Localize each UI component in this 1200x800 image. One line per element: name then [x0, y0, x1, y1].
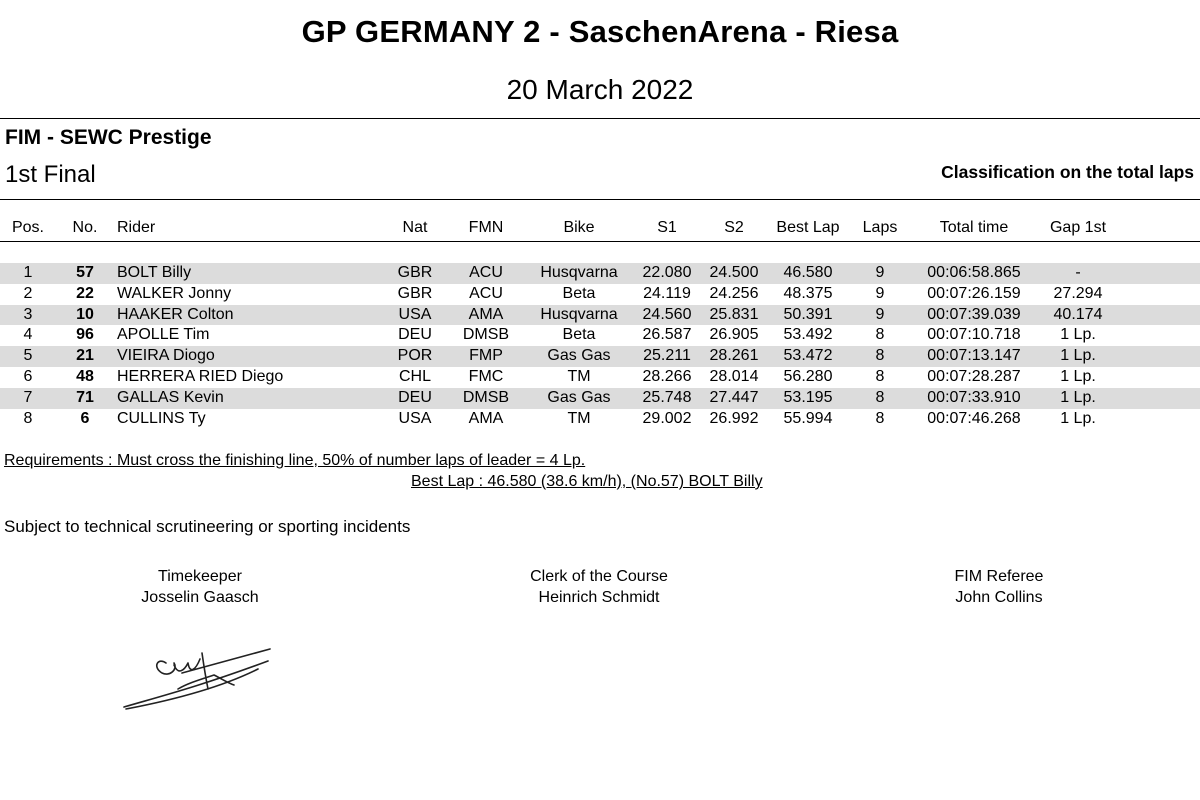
- cell-gap: 1 Lp.: [1060, 388, 1096, 406]
- cell-laps: 9: [875, 284, 885, 302]
- cell-nat: CHL: [398, 368, 431, 385]
- table-header-divider: [0, 241, 1200, 242]
- col-laps: Laps: [862, 219, 898, 236]
- cell-s1: 25.748: [642, 388, 692, 406]
- requirements-note: Requirements : Must cross the finishing line, 50% of number laps of leader = 4 Lp.: [4, 452, 586, 469]
- cell-best-lap: 50.391: [783, 305, 833, 323]
- cell-rider: HAAKER Colton: [117, 305, 234, 323]
- cell-fmn: DMSB: [462, 326, 510, 344]
- cell-laps: 9: [875, 264, 885, 281]
- cell-gap: 40.174: [1053, 305, 1103, 323]
- cell-gap: 1 Lp.: [1060, 347, 1096, 365]
- cell-total-time: 00:07:39.039: [927, 305, 1021, 323]
- cell-pos: 4: [23, 326, 33, 344]
- col-s1: S1: [657, 219, 677, 236]
- cell-no: 57: [76, 264, 94, 281]
- cell-s1: 24.119: [643, 284, 691, 302]
- official-name: Josselin Gaasch: [141, 589, 259, 606]
- col-pos: Pos.: [11, 219, 44, 236]
- col-best-lap: Best Lap: [776, 219, 840, 236]
- table-row: [0, 284, 1200, 305]
- cell-total-time: 00:07:46.268: [927, 409, 1021, 427]
- col-fmn: FMN: [468, 219, 504, 236]
- cell-s2: 26.905: [709, 326, 759, 344]
- cell-nat: DEU: [398, 326, 432, 344]
- cell-gap: 1 Lp.: [1060, 326, 1096, 344]
- header-divider: [0, 118, 1200, 119]
- cell-bike: TM: [567, 368, 591, 385]
- table-row: [0, 346, 1200, 367]
- cell-s2: 24.256: [709, 284, 759, 302]
- cell-total-time: 00:07:33.910: [927, 388, 1021, 406]
- cell-gap: 27.294: [1053, 284, 1103, 302]
- cell-rider: VIEIRA Diogo: [117, 347, 215, 365]
- table-row: [0, 367, 1200, 388]
- cell-fmn: DMSB: [462, 388, 510, 406]
- cell-laps: 9: [875, 305, 885, 323]
- cell-best-lap: 53.472: [783, 347, 833, 365]
- cell-s2: 28.014: [709, 368, 759, 385]
- cell-pos: 2: [23, 284, 33, 302]
- event-date: 20 March 2022: [506, 74, 694, 105]
- cell-bike: Husqvarna: [540, 305, 618, 323]
- cell-total-time: 00:07:13.147: [927, 347, 1021, 365]
- cell-no: 10: [76, 305, 94, 323]
- cell-s1: 24.560: [642, 305, 692, 323]
- cell-s2: 28.261: [709, 347, 759, 365]
- cell-s2: 25.831: [709, 305, 759, 323]
- col-nat: Nat: [402, 219, 428, 236]
- official-role: FIM Referee: [954, 568, 1044, 585]
- col-no: No.: [72, 219, 98, 236]
- cell-fmn: AMA: [468, 305, 504, 323]
- table-row: [0, 409, 1200, 430]
- cell-laps: 8: [875, 347, 885, 365]
- cell-best-lap: 46.580: [783, 264, 833, 281]
- cell-s2: 24.500: [709, 264, 759, 281]
- cell-rider: APOLLE Tim: [117, 326, 210, 344]
- cell-bike: Husqvarna: [540, 264, 618, 281]
- cell-bike: TM: [567, 409, 591, 427]
- cell-s1: 28.266: [642, 368, 692, 385]
- cell-laps: 8: [875, 388, 885, 406]
- cell-rider: WALKER Jonny: [117, 284, 232, 302]
- timekeeper-signature: [118, 645, 278, 715]
- official-clerk: [474, 566, 724, 608]
- cell-gap: 1 Lp.: [1060, 409, 1096, 427]
- cell-fmn: FMC: [468, 368, 504, 385]
- cell-s1: 25.211: [643, 347, 691, 365]
- col-s2: S2: [724, 219, 744, 236]
- cell-pos: 1: [23, 264, 33, 281]
- cell-best-lap: 55.994: [783, 409, 833, 427]
- cell-bike: Beta: [562, 284, 596, 302]
- cell-s2: 26.992: [709, 409, 759, 427]
- cell-nat: USA: [398, 305, 432, 323]
- cell-pos: 7: [23, 388, 33, 406]
- official-timekeeper: [100, 566, 300, 608]
- cell-laps: 8: [875, 368, 885, 385]
- col-rider: Rider: [117, 219, 156, 236]
- cell-s1: 26.587: [642, 326, 692, 344]
- cell-total-time: 00:07:26.159: [927, 284, 1021, 302]
- cell-total-time: 00:07:28.287: [927, 368, 1021, 385]
- cell-gap: -: [1075, 264, 1081, 281]
- event-title: GP GERMANY 2 - SaschenArena - Riesa: [301, 14, 899, 49]
- cell-laps: 8: [875, 326, 885, 344]
- cell-no: 48: [76, 368, 94, 385]
- cell-laps: 8: [875, 409, 885, 427]
- cell-total-time: 00:06:58.865: [927, 264, 1021, 281]
- cell-best-lap: 53.195: [783, 388, 833, 406]
- table-row: [0, 388, 1200, 409]
- cell-fmn: FMP: [469, 347, 503, 365]
- table-row: [0, 263, 1200, 284]
- cell-fmn: ACU: [469, 284, 503, 302]
- cell-bike: Gas Gas: [547, 347, 611, 365]
- cell-s1: 22.080: [642, 264, 692, 281]
- category-title: FIM - SEWC Prestige: [5, 126, 212, 149]
- cell-s1: 29.002: [642, 409, 692, 427]
- col-gap: Gap 1st: [1049, 219, 1107, 236]
- cell-rider: GALLAS Kevin: [117, 388, 224, 406]
- cell-nat: GBR: [397, 284, 433, 302]
- official-name: Heinrich Schmidt: [538, 589, 660, 606]
- cell-no: 22: [76, 284, 94, 302]
- cell-total-time: 00:07:10.718: [927, 326, 1021, 344]
- cell-pos: 3: [23, 305, 33, 323]
- cell-gap: 1 Lp.: [1060, 368, 1096, 385]
- subject-note: Subject to technical scrutineering or sporting incidents: [4, 517, 411, 536]
- official-role: Clerk of the Course: [530, 568, 668, 585]
- cell-no: 71: [76, 388, 94, 406]
- cell-best-lap: 48.375: [783, 284, 833, 302]
- col-total-time: Total time: [939, 219, 1009, 236]
- cell-no: 96: [76, 326, 94, 344]
- section-divider: [0, 199, 1200, 200]
- classification-label: Classification on the total laps: [941, 162, 1194, 182]
- cell-best-lap: 56.280: [783, 368, 833, 385]
- cell-bike: Gas Gas: [547, 388, 611, 406]
- cell-nat: USA: [398, 409, 432, 427]
- cell-pos: 6: [23, 368, 33, 385]
- cell-rider: CULLINS Ty: [117, 409, 206, 427]
- cell-pos: 5: [23, 347, 33, 365]
- cell-rider: BOLT Billy: [117, 264, 192, 281]
- cell-best-lap: 53.492: [783, 326, 833, 344]
- best-lap-note: Best Lap : 46.580 (38.6 km/h), (No.57) BOLT Billy: [411, 473, 763, 490]
- cell-rider: HERRERA RIED Diego: [117, 368, 284, 385]
- cell-pos: 8: [23, 409, 33, 427]
- official-role: Timekeeper: [158, 568, 242, 585]
- table-row: [0, 325, 1200, 346]
- cell-fmn: ACU: [469, 264, 503, 281]
- cell-nat: POR: [397, 347, 433, 365]
- official-referee: [899, 566, 1099, 608]
- cell-no: 6: [80, 409, 90, 427]
- cell-fmn: AMA: [468, 409, 504, 427]
- col-bike: Bike: [563, 219, 595, 236]
- table-row: [0, 305, 1200, 326]
- cell-s2: 27.447: [709, 388, 759, 406]
- cell-nat: GBR: [397, 264, 433, 281]
- official-name: John Collins: [955, 589, 1043, 606]
- race-name: 1st Final: [5, 161, 96, 188]
- table-header: [0, 219, 1200, 241]
- cell-no: 21: [76, 347, 94, 365]
- cell-nat: DEU: [398, 388, 432, 406]
- cell-bike: Beta: [562, 326, 596, 344]
